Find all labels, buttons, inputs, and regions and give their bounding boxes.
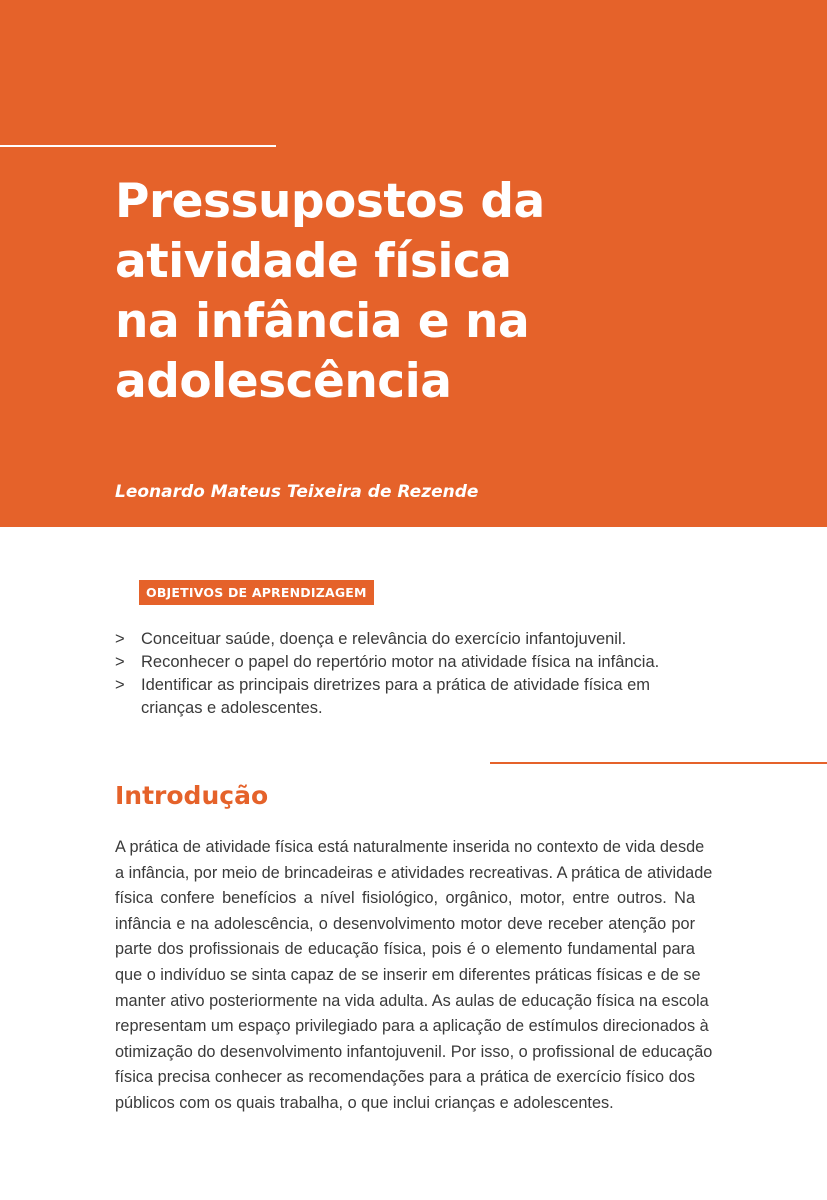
- paragraph-line: parte dos profissionais de educação física, pois é o elemento fundamental para: [115, 940, 695, 959]
- introduction-paragraph: [115, 835, 713, 1117]
- chapter-title-line: adolescência: [115, 354, 452, 409]
- section-divider: [490, 762, 827, 764]
- objective-item: [115, 674, 715, 720]
- paragraph-line: públicos com os quais trabalha, o que inclui crianças e adolescentes.: [115, 1093, 614, 1112]
- paragraph-line: A prática de atividade física está naturalmente inserida no contexto de vida desde: [115, 838, 705, 856]
- paragraph-line: representam um espaço privilegiado para a aplicação de estímulos direcionados à: [115, 1017, 709, 1036]
- paragraph-line: a infância, por meio de brincadeiras e atividades recreativas. A prática de atividade: [115, 863, 713, 882]
- objectives-label: OBJETIVOS DE APRENDIZAGEM: [139, 580, 374, 605]
- chapter-author: Leonardo Mateus Teixeira de Rezende: [115, 482, 479, 502]
- objective-item: [115, 628, 715, 651]
- header-divider: [0, 145, 276, 147]
- paragraph-line: física confere benefícios a nível fisiológico, orgânico, motor, entre outros. Na: [115, 889, 695, 908]
- paragraph-line: infância e na adolescência, o desenvolvimento motor deve receber atenção por: [115, 914, 695, 933]
- chevron-right-icon: >: [115, 653, 125, 671]
- objective-text: Conceituar saúde, doença e relevância do exercício infantojuvenil.: [141, 630, 627, 648]
- paragraph-line: otimização do desenvolvimento infantojuvenil. Por isso, o profissional de educação: [115, 1042, 713, 1061]
- chapter-title: [115, 172, 675, 412]
- objectives-list: [115, 628, 715, 720]
- chapter-title-line: na infância e na: [115, 294, 530, 349]
- objective-text: Identificar as principais diretrizes para a prática de atividade física em crianças e adolescentes.: [141, 676, 650, 717]
- paragraph-line: física precisa conhecer as recomendações para a prática de exercício físico dos: [115, 1068, 695, 1087]
- paragraph-line: que o indivíduo se sinta capaz de se inserir em diferentes práticas físicas e de se: [115, 965, 701, 984]
- paragraph-line: manter ativo posteriormente na vida adulta. As aulas de educação física na escola: [115, 991, 709, 1010]
- chevron-right-icon: >: [115, 630, 125, 648]
- chapter-title-line: Pressupostos da: [115, 174, 545, 229]
- chapter-header-banner: [0, 0, 827, 527]
- section-heading: Introdução: [115, 781, 269, 810]
- chapter-title-line: atividade física: [115, 234, 512, 289]
- objective-item: [115, 651, 715, 674]
- chevron-right-icon: >: [115, 676, 125, 694]
- objective-text: Reconhecer o papel do repertório motor na atividade física na infância.: [141, 653, 660, 671]
